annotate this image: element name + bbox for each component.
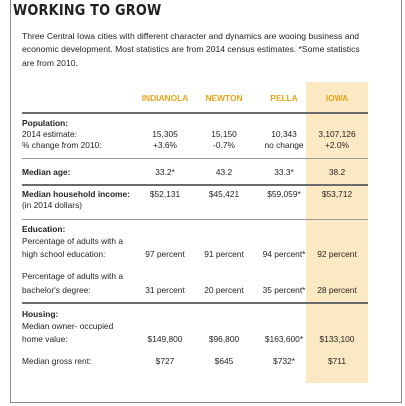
median-age-pella: 33.3* (274, 167, 294, 177)
intro-text: Three Central Iowa cities with different character and dynamics are wooing business and economic development. Most statistics are from 2014 census estimates. *Some statistics are from 2010. (22, 31, 360, 68)
home-value-newton: $96,800 (208, 334, 240, 344)
population-estimate-label: 2014 estimate: (22, 129, 77, 139)
home-value-indianola: $149,800 (147, 334, 183, 344)
median-age-iowa: 38.2 (328, 167, 346, 177)
population-estimate-newton: 15,150 (211, 129, 237, 139)
ba-education-newton: 20 percent (204, 285, 244, 295)
income-pella: $59,059* (267, 189, 301, 199)
ba-education-iowa: 28 percent (317, 285, 357, 295)
population-estimate-pella: 10,343 (271, 129, 297, 139)
median-age-indianola: 33.2* (155, 167, 175, 177)
hs-education-iowa: 92 percent (317, 249, 357, 259)
home-value-label-line2: home value: (22, 334, 68, 344)
income-indianola: $52,131 (149, 189, 181, 199)
population-change-newton: -0.7% (213, 140, 235, 150)
section-divider (22, 219, 368, 220)
gross-rent-label: Median gross rent: (22, 356, 92, 366)
section-divider (22, 158, 368, 159)
gross-rent-indianola: $727 (155, 356, 175, 366)
population-estimate-iowa: 3,107,126 (318, 129, 356, 139)
income-sublabel: (in 2014 dollars) (22, 200, 83, 210)
ba-education-label-line2: bachelor's degree: (22, 285, 91, 295)
gross-rent-newton: $645 (214, 356, 234, 366)
population-change-indianola: +3.6% (153, 140, 177, 150)
home-value-pella: $163,600* (264, 334, 304, 344)
housing-heading: Housing: (22, 309, 59, 319)
home-value-label-line1: Median owner- occupied (22, 321, 114, 331)
gross-rent-pella: $732* (273, 356, 295, 366)
median-age-newton: 43.2 (215, 167, 233, 177)
home-value-iowa: $133,100 (319, 334, 355, 344)
education-heading: Education: (22, 224, 66, 234)
population-change-iowa: +2.0% (325, 140, 349, 150)
ba-education-pella: 35 percent* (262, 285, 306, 295)
ba-education-indianola: 31 percent (145, 285, 185, 295)
hs-education-indianola: 97 percent (145, 249, 185, 259)
ba-education-label-line1: Percentage of adults with a (22, 271, 124, 281)
gross-rent-iowa: $711 (327, 356, 346, 366)
hs-education-label-line2: high school education: (22, 249, 106, 259)
column-header-pella: PELLA (270, 93, 298, 103)
population-change-label: % change from 2010: (22, 140, 102, 150)
column-header-indianola: INDIANOLA (141, 93, 189, 103)
column-header-newton: NEWTON (205, 93, 243, 103)
income-iowa: $53,712 (321, 189, 353, 199)
hs-education-label-line1: Percentage of adults with a (22, 236, 124, 246)
income-newton: $45,421 (208, 189, 240, 199)
section-divider (22, 184, 368, 186)
section-divider (22, 112, 368, 114)
hs-education-pella: 94 percent* (262, 249, 306, 259)
population-estimate-indianola: 15,305 (152, 129, 178, 139)
section-divider (22, 302, 368, 304)
income-label: Median household income: (22, 189, 130, 199)
median-age-label: Median age: (22, 167, 71, 177)
population-heading: Population: (22, 118, 69, 128)
column-header-iowa: IOWA (325, 93, 349, 103)
hs-education-newton: 91 percent (204, 249, 244, 259)
population-change-pella: no change (264, 140, 304, 150)
graphic-title: WORKING TO GROW (13, 1, 162, 19)
